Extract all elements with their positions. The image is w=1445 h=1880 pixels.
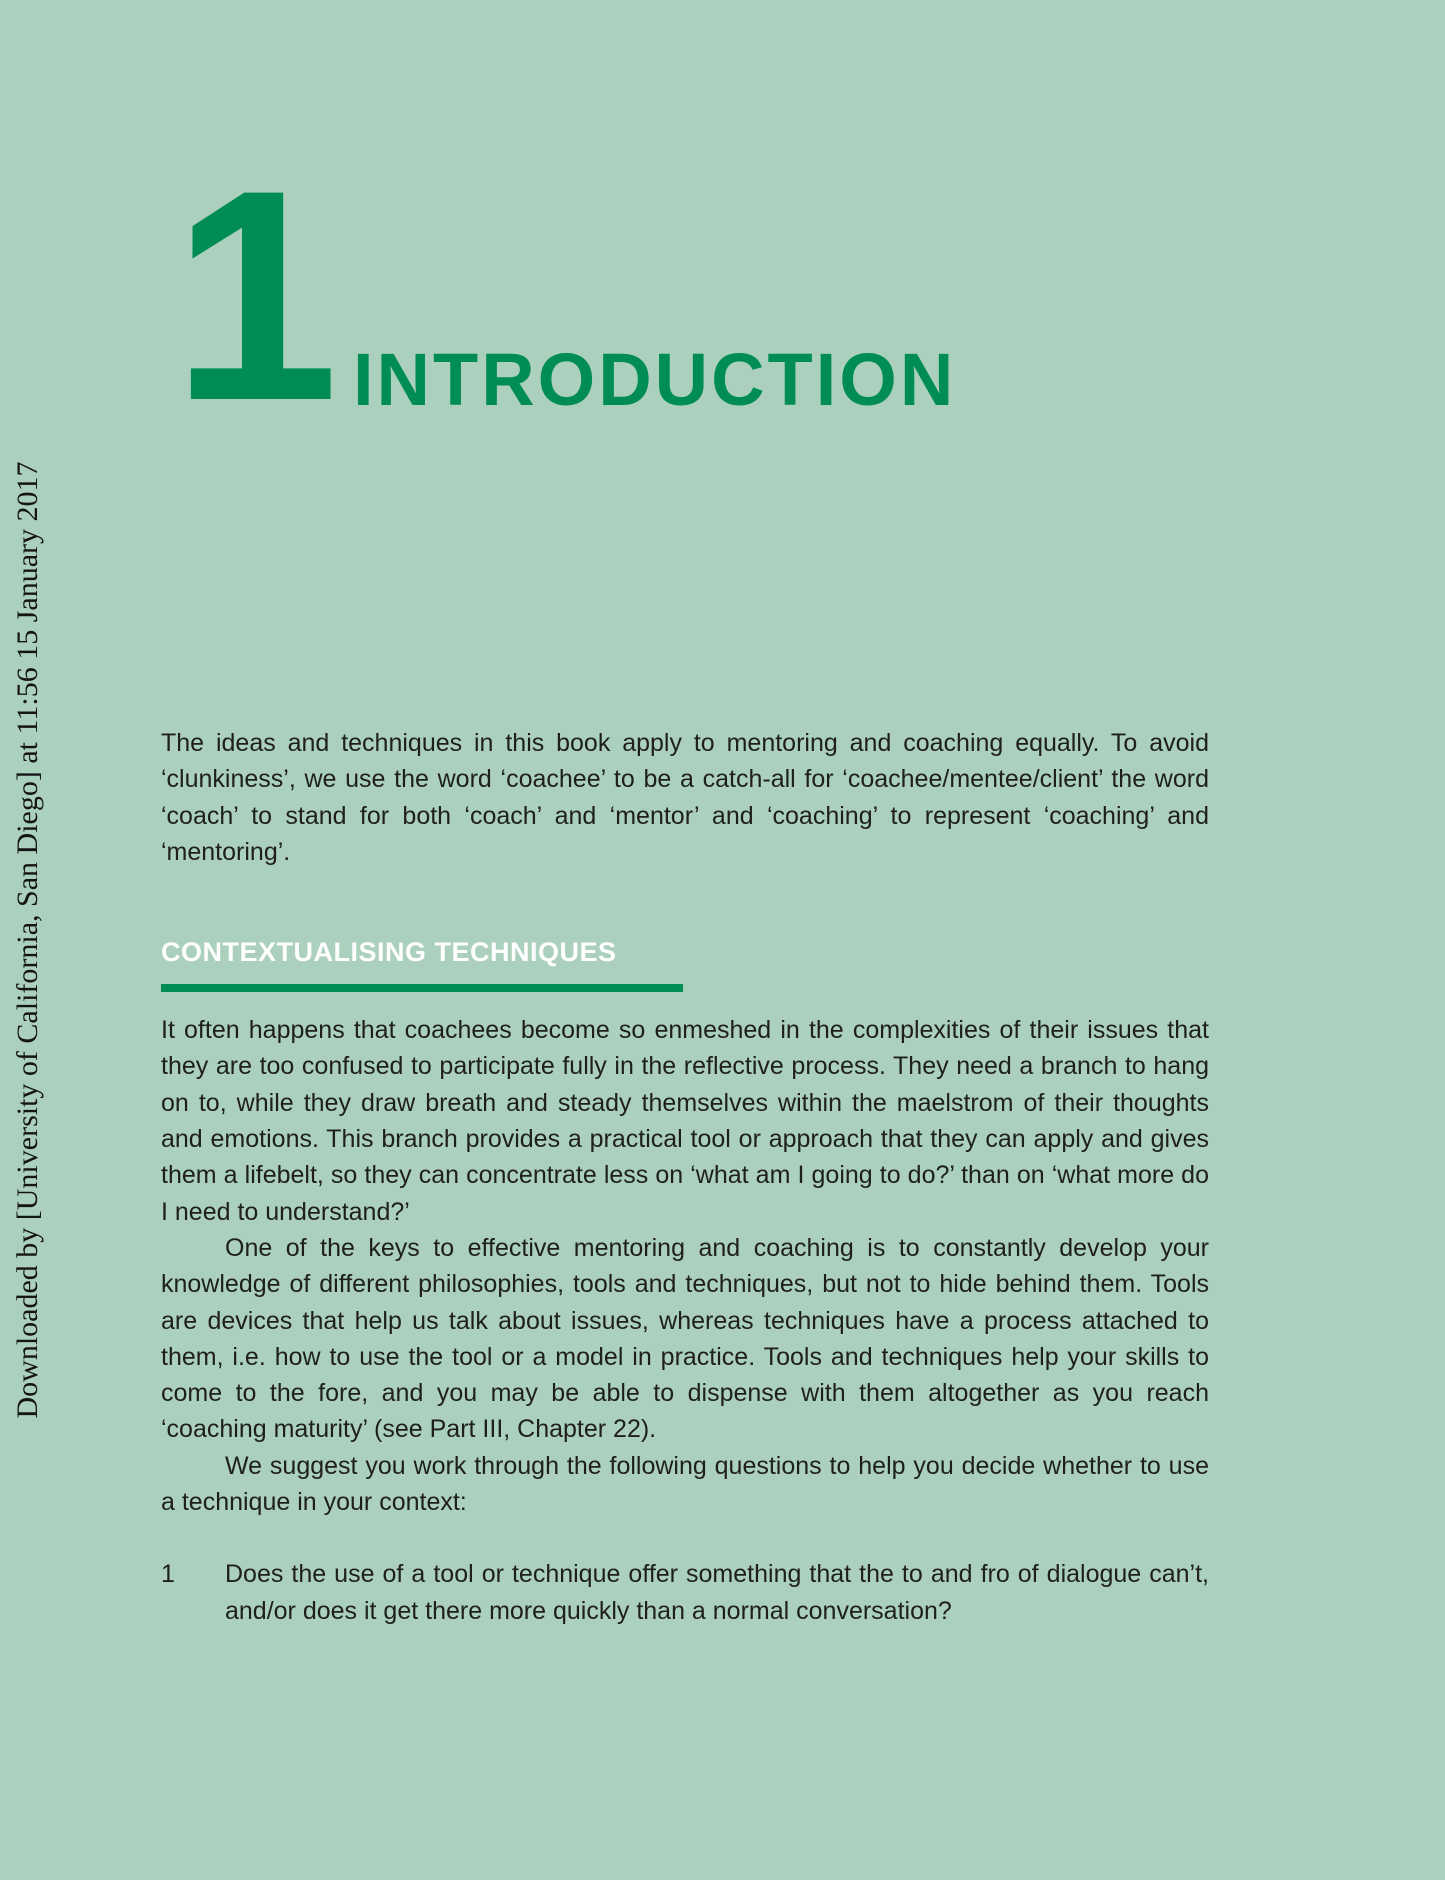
intro-paragraph: The ideas and techniques in this book apply to mentoring and coaching equally. To avoid ‘clunkiness’, we use the word ‘coachee’ to be a catch-all for ‘coachee/mentee/client’ the word ‘coach’ to stand for both ‘coach’ and ‘mentor’ and ‘coaching’ to represent ‘coaching’ and ‘mentoring’.	[161, 729, 1209, 866]
body-paragraph: We suggest you work through the following questions to help you decide whether to use a technique in your context:	[161, 1451, 1209, 1517]
chapter-body	[161, 725, 1209, 1629]
body-paragraph: One of the keys to effective mentoring and coaching is to constantly develop your knowledge of different philosophies, tools and techniques, but not to hide behind them. Tools are devices that help us talk about issues, whereas techniques have a process attached to them, i.e. how to use the tool or a model in practice. Tools and techniques help your skills to come to the fore, and you may be able to dispense with them altogether as you reach ‘coaching maturity’ (see Part III, Chapter 22).	[161, 1233, 1209, 1444]
list-item-text: Does the use of a tool or technique offer something that the to and fro of dialogue can’t, and/or does it get there more quickly than a normal conversation?	[225, 1560, 1209, 1625]
question-list	[161, 1556, 1209, 1629]
list-item-number: 1	[161, 1560, 175, 1589]
chapter-number: 1	[172, 127, 329, 463]
body-paragraph: It often happens that coachees become so enmeshed in the complexities of their issues that they are too confused to participate fully in the reflective process. They need a branch to hang on to, while they draw breath and steady themselves within the maelstrom of their thoughts and emotions. This branch provides a practical tool or approach that they can apply and gives them a lifebelt, so they can concentrate less on ‘what am I going to do?’ than on ‘what more do I need to understand?’	[161, 1016, 1209, 1226]
section-heading: CONTEXTUALISING TECHNIQUES	[161, 934, 683, 992]
download-watermark: Downloaded by [University of California, San Diego] at 11:56 15 January 2017	[11, 461, 44, 1419]
chapter-title: INTRODUCTION	[353, 338, 957, 421]
list-item	[161, 1556, 1209, 1629]
